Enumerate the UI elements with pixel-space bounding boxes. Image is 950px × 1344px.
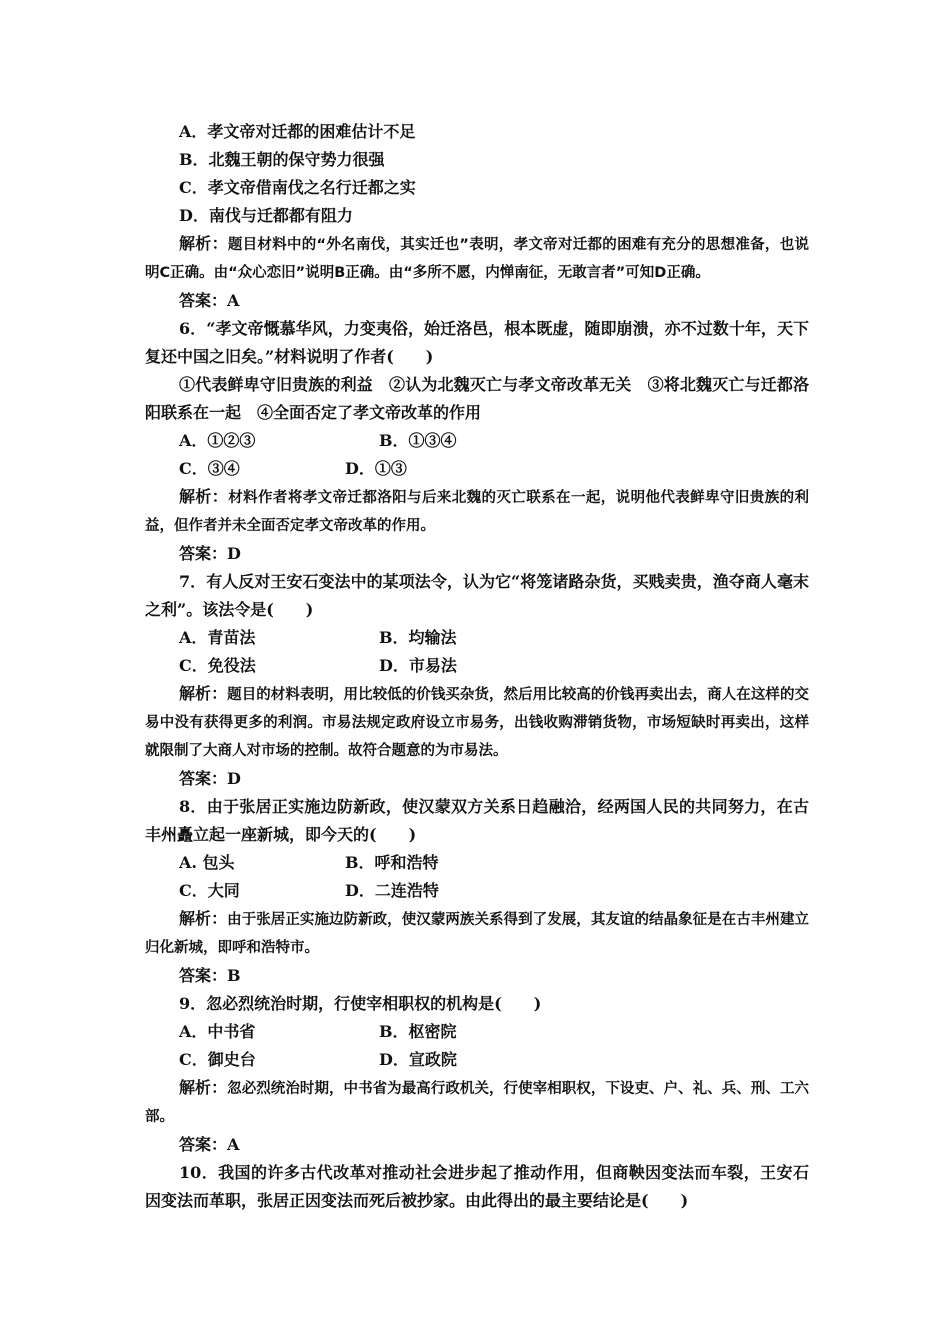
q6-options-row-2 — [145, 455, 809, 483]
q7-option-b: B．均输法 — [379, 628, 457, 647]
q6-option-d: D．①③ — [345, 459, 407, 478]
q7-option-a: A．青苗法 — [179, 628, 256, 647]
q5-analysis — [145, 230, 809, 287]
q7-analysis — [145, 680, 809, 765]
q6-statements: ①代表鲜卑守旧贵族的利益 ②认为北魏灭亡与孝文帝改革无关 ③将北魏灭亡与迁都洛阳联系在一起 ④全面否定了孝文帝改革的作用 — [145, 375, 809, 422]
q9-analysis — [145, 1074, 809, 1131]
q7-options-row-2 — [145, 652, 809, 680]
q5-option-a: A．孝文帝对迁都的困难估计不足 — [179, 122, 416, 141]
analysis-text: 题目的材料表明，用比较低的价钱买杂货，然后用比较高的价钱再卖出去，商人在这样的交易中没有获得更多的利润。市易法规定政府设立市易务，出钱收购滞销货物，市场短缺时再卖出，这样就限制了大商人对市场的控制。故符合题意的为市易法。 — [145, 687, 809, 759]
document-page — [145, 118, 809, 1215]
q5-option-d: D．南伐与迁都都有阻力 — [179, 206, 353, 225]
analysis-text: 材料作者将孝文帝迁都洛阳与后来北魏的灭亡联系在一起，说明他代表鲜卑守旧贵族的利益，但作者并未全面否定孝文帝改革的作用。 — [145, 490, 809, 534]
q5-option-c: C．孝文帝借南伐之名行迁都之实 — [179, 178, 416, 197]
q6-analysis — [145, 483, 809, 540]
q6-stem: 6．“孝文帝慨慕华风，力变夷俗，始迁洛邑，根本既虚，随即崩溃，亦不过数十年，天下复还中国之旧矣。”材料说明了作者( ) — [145, 319, 809, 366]
q9-option-c: C．御史台 — [179, 1050, 256, 1069]
analysis-label: 解析： — [179, 909, 228, 928]
q7-answer: 答案：D — [179, 769, 241, 788]
analysis-text: 忽必烈统治时期，中书省为最高行政机关，行使宰相职权，下设吏、户、礼、兵、刑、工六部。 — [145, 1081, 809, 1125]
q8-options-row-1 — [145, 849, 809, 877]
q9-option-b: B．枢密院 — [379, 1022, 457, 1041]
q9-stem: 9．忽必烈统治时期，行使宰相职权的机构是( ) — [179, 994, 542, 1013]
analysis-label: 解析： — [179, 234, 228, 253]
q8-option-d: D．二连浩特 — [345, 881, 439, 900]
q7-option-c: C．免役法 — [179, 656, 256, 675]
q8-option-b: B．呼和浩特 — [345, 853, 439, 872]
analysis-text: 由于张居正实施边防新政，使汉蒙两族关系得到了发展，其友谊的结晶象征是在古丰州建立归化新城，即呼和浩特市。 — [145, 912, 809, 956]
analysis-label: 解析： — [179, 684, 228, 703]
q7-option-d: D．市易法 — [379, 656, 457, 675]
q7-stem: 7．有人反对王安石变法中的某项法令，认为它“将笼诸路杂货，买贱卖贵，渔夺商人毫末之利”。该法令是( ) — [145, 572, 809, 619]
q6-option-a: A．①②③ — [179, 431, 256, 450]
q6-answer: 答案：D — [179, 544, 241, 563]
q8-options-row-2 — [145, 877, 809, 905]
q9-options-row-2 — [145, 1046, 809, 1074]
q8-answer: 答案：B — [179, 966, 241, 985]
q6-options-row-1 — [145, 427, 809, 455]
q7-options-row-1 — [145, 624, 809, 652]
q10-stem: 10．我国的许多古代改革对推动社会进步起了推动作用，但商鞅因变法而车裂，王安石因变法而革职，张居正因变法而死后被抄家。由此得出的最主要结论是( ) — [145, 1163, 809, 1210]
q6-option-b: B．①③④ — [379, 431, 457, 450]
q6-option-c: C．③④ — [179, 459, 240, 478]
q5-answer: 答案：A — [179, 291, 240, 310]
analysis-label: 解析： — [179, 487, 229, 506]
q5-option-b: B．北魏王朝的保守势力很强 — [179, 150, 385, 169]
q8-option-c: C．大同 — [179, 881, 240, 900]
q8-analysis — [145, 905, 809, 962]
analysis-text: 题目材料中的“外名南伐，其实迁也”表明，孝文帝对迁都的困难有充分的思想准备，也说明C正确。由“众心恋旧”说明B正确。由“多所不愿，内惮南征，无敢言者”可知D正确。 — [145, 237, 809, 281]
q9-option-d: D．宣政院 — [379, 1050, 457, 1069]
q9-options-row-1 — [145, 1018, 809, 1046]
q8-option-a: A. 包头 — [179, 853, 235, 872]
q8-stem: 8．由于张居正实施边防新政，使汉蒙双方关系日趋融洽，经两国人民的共同努力，在古丰州矗立起一座新城，即今天的( ) — [145, 797, 809, 844]
q9-option-a: A．中书省 — [179, 1022, 256, 1041]
q9-answer: 答案：A — [179, 1135, 240, 1154]
analysis-label: 解析： — [179, 1078, 228, 1097]
